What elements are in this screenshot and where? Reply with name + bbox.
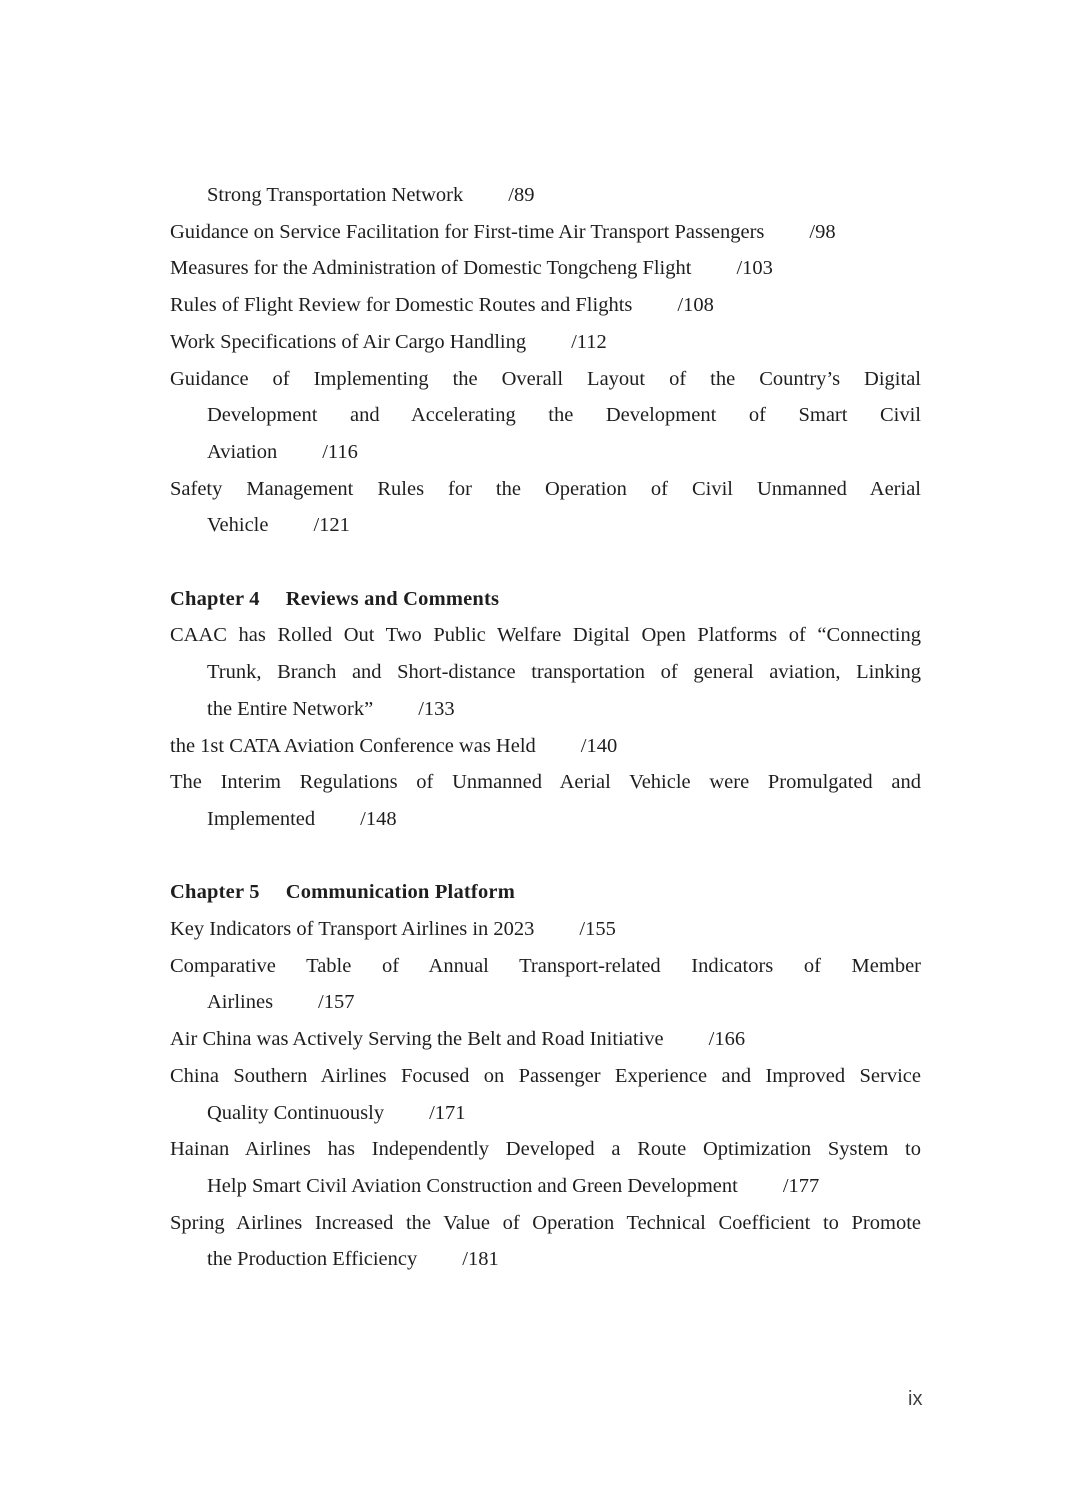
toc-entry-line bbox=[170, 361, 921, 398]
toc-entry-text: Help Smart Civil Aviation Construction and Green Development bbox=[207, 1174, 738, 1197]
toc-entry-line bbox=[170, 250, 921, 287]
toc-entry-page-number: /121 bbox=[313, 514, 350, 537]
toc-entry-line bbox=[170, 911, 921, 948]
toc-entry-page-number: /166 bbox=[708, 1028, 746, 1051]
toc-entry-line bbox=[170, 1058, 921, 1095]
toc-entry-text: Guidance of Implementing the Overall Layout of the Country’s Digital bbox=[170, 367, 921, 390]
toc-entry-line bbox=[170, 177, 921, 214]
toc-entry-page-number: /157 bbox=[318, 991, 355, 1014]
toc-entry-line bbox=[170, 434, 921, 471]
toc-entry-text: Comparative Table of Annual Transport-related Indicators of Member bbox=[170, 954, 921, 977]
toc-entry-text: CAAC has Rolled Out Two Public Welfare Digital Open Platforms of “Connecting bbox=[170, 624, 921, 647]
toc-entry-text: Quality Continuously bbox=[207, 1101, 385, 1124]
toc-entry-line bbox=[170, 764, 921, 801]
toc-entry-text: Hainan Airlines has Independently Developed a Route Optimization System to bbox=[170, 1138, 921, 1161]
toc-entry-text: Guidance on Service Facilitation for First-time Air Transport Passengers bbox=[170, 220, 765, 243]
toc-entry-text: The Interim Regulations of Unmanned Aerial Vehicle were Promulgated and bbox=[170, 771, 921, 794]
toc-entry-page-number: /108 bbox=[677, 294, 714, 317]
toc-entry-line bbox=[170, 1021, 921, 1058]
table-of-contents bbox=[170, 177, 921, 1278]
toc-entry-text: Strong Transportation Network bbox=[207, 184, 464, 206]
toc-entry-text: Airlines bbox=[207, 991, 274, 1014]
chapter-number: Chapter 4 bbox=[170, 587, 260, 610]
chapter-number: Chapter 5 bbox=[170, 881, 260, 904]
toc-entry-text: the Production Efficiency bbox=[207, 1248, 418, 1271]
toc-entry-page-number: /112 bbox=[571, 330, 607, 353]
toc-entry-line bbox=[170, 948, 921, 985]
toc-entry-line bbox=[170, 471, 921, 508]
toc-entry-line bbox=[170, 1241, 921, 1278]
toc-entry-text: Implemented bbox=[207, 807, 316, 830]
toc-entry-text: the Entire Network” bbox=[207, 697, 374, 720]
toc-entry-page-number: /140 bbox=[580, 734, 618, 757]
toc-entry-page-number: /103 bbox=[736, 257, 773, 280]
toc-entry-text: Rules of Flight Review for Domestic Routes and Flights bbox=[170, 294, 633, 317]
toc-entry-line bbox=[170, 801, 921, 838]
toc-entry-line bbox=[170, 1095, 921, 1132]
toc-entry-page-number: /155 bbox=[579, 918, 616, 941]
toc-entry-line bbox=[170, 984, 921, 1021]
toc-entry-text: Spring Airlines Increased the Value of Operation Technical Coefficient to Promote bbox=[170, 1211, 921, 1234]
chapter-heading bbox=[170, 581, 921, 618]
chapter-title: Communication Platform bbox=[285, 881, 515, 904]
toc-entry-page-number: /181 bbox=[462, 1248, 499, 1271]
page-number: ix bbox=[908, 1388, 923, 1410]
toc-entry-page-number: /171 bbox=[429, 1101, 466, 1124]
toc-entry-line bbox=[170, 324, 921, 361]
toc-entry-text: Work Specifications of Air Cargo Handling bbox=[170, 330, 527, 353]
toc-entry-text: China Southern Airlines Focused on Passenger Experience and Improved Service bbox=[170, 1064, 921, 1087]
toc-entry-line bbox=[170, 1168, 921, 1205]
toc-entry-page-number: /133 bbox=[418, 697, 455, 720]
toc-entry-line bbox=[170, 1205, 921, 1242]
toc-entry-page-number: /148 bbox=[360, 807, 397, 830]
toc-entry-line bbox=[170, 397, 921, 434]
toc-entry-line bbox=[170, 617, 921, 654]
chapter-heading bbox=[170, 874, 921, 911]
toc-entry-page-number: /116 bbox=[322, 440, 358, 463]
toc-entry-page-number: /89 bbox=[508, 184, 535, 206]
toc-entry-line bbox=[170, 507, 921, 544]
toc-entry-text: Trunk, Branch and Short-distance transportation of general aviation, Linking bbox=[207, 661, 921, 684]
toc-entry-line bbox=[170, 214, 921, 251]
toc-entry-page-number: /177 bbox=[782, 1174, 820, 1197]
toc-entry-line bbox=[170, 654, 921, 691]
toc-entry-text: Air China was Actively Serving the Belt and Road Initiative bbox=[170, 1028, 664, 1051]
toc-entry-page-number: /98 bbox=[809, 220, 836, 243]
chapter-title: Reviews and Comments bbox=[285, 587, 500, 610]
toc-entry-line bbox=[170, 728, 921, 765]
toc-entry-text: Measures for the Administration of Domestic Tongcheng Flight bbox=[170, 257, 692, 280]
toc-entry-text: Development and Accelerating the Development of Smart Civil bbox=[207, 404, 921, 427]
toc-entry-line bbox=[170, 691, 921, 728]
toc-entry-line bbox=[170, 287, 921, 324]
toc-entry-text: Safety Management Rules for the Operation of Civil Unmanned Aerial bbox=[170, 477, 921, 500]
toc-entry-text: Key Indicators of Transport Airlines in 2023 bbox=[170, 918, 535, 941]
toc-entry-text: Vehicle bbox=[207, 514, 269, 537]
toc-entry-text: Aviation bbox=[207, 440, 278, 463]
toc-entry-text: the 1st CATA Aviation Conference was Held bbox=[170, 734, 536, 757]
toc-entry-line bbox=[170, 1131, 921, 1168]
